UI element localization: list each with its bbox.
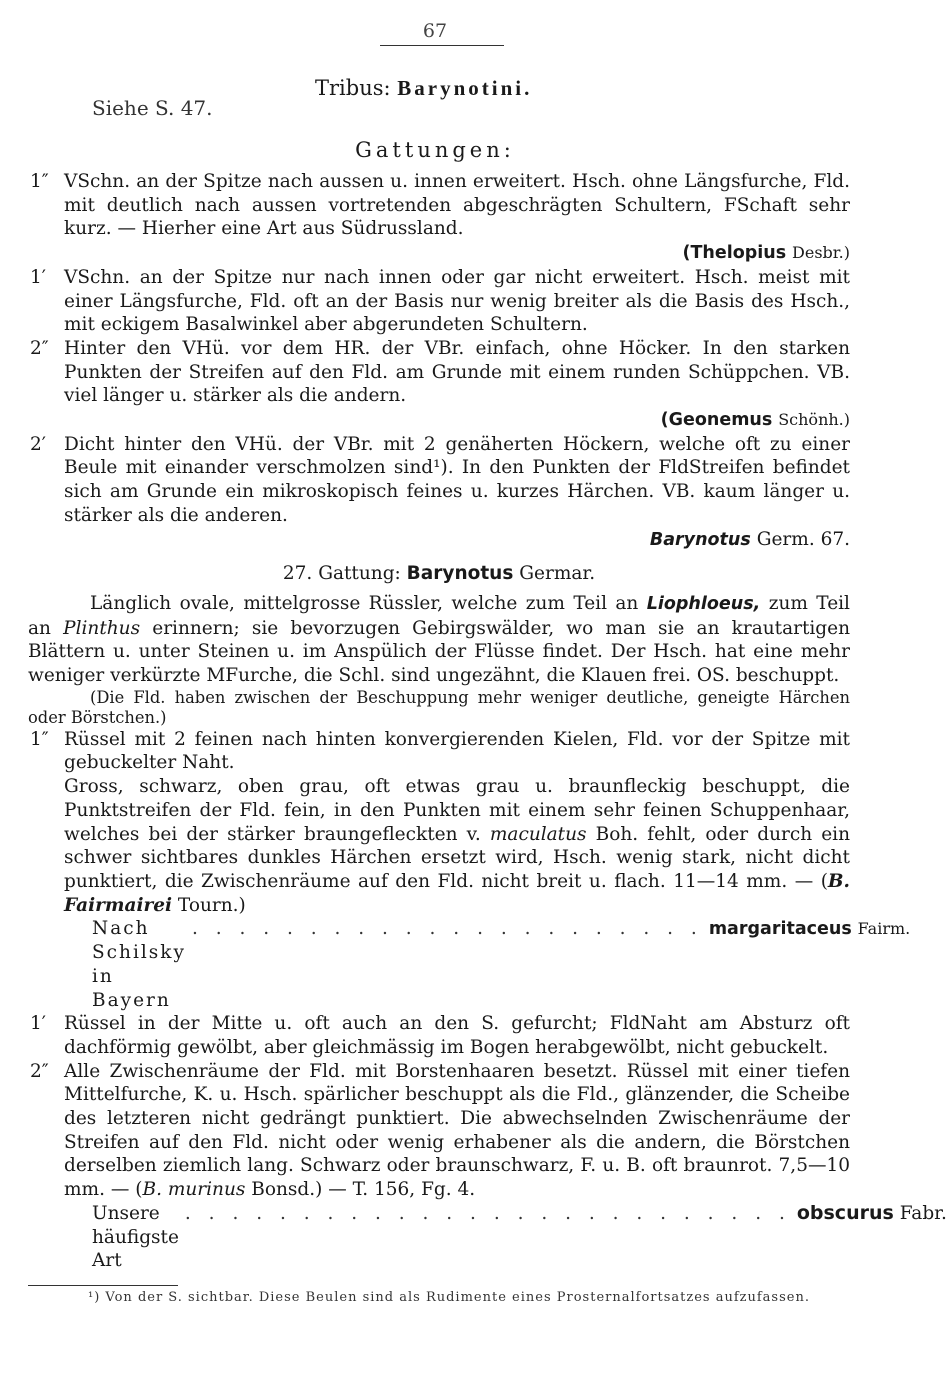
dot-leader: . . . . . . . . . . . . . . . . . . . . . . . . . . [184, 1202, 791, 1224]
locality-text: Unsere häufigste Art [92, 1202, 179, 1272]
gattung-prefix: 27. Gattung: [282, 563, 401, 585]
key-entry [28, 1012, 850, 1059]
tribus-label: Tribus: [315, 76, 391, 100]
species-description [28, 775, 850, 917]
key-entry [28, 337, 850, 433]
genus-name: (Thelopius [682, 243, 787, 264]
key-text: Hinter den VHü. vor dem HR. der VBr. einfach, ohne Höcker. In den starken Punkten der Streifen auf den Fld. am Grunde mit einem runden Schüppchen. VB. viel länger u. stärker als die andern. [64, 337, 850, 407]
footnote: ¹) Von der S. sichtbar. Diese Beulen sind als Rudimente eines Prosternalfortsatzes aufzufassen. [88, 1289, 810, 1305]
key-number: 1′ [30, 266, 46, 288]
variety-name: maculatus [489, 823, 587, 845]
synonym-reference: Bonsd.) — T. 156, Fg. 4. [251, 1179, 476, 1201]
genus-reference: Plinthus [63, 617, 141, 639]
species-name: margaritaceus [708, 919, 852, 940]
genus-line [64, 241, 850, 266]
body-text [28, 170, 947, 1306]
footnote-rule [28, 1285, 178, 1286]
genus-author: Desbr.) [792, 243, 850, 263]
key-text: Alle Zwischenräume der Fld. mit Borstenhaaren besetzt. Rüssel mit einer tiefen Mittelfurche, K. u. Hsch. spärlicher beschuppt als die Fld., glänzender, die Scheibe des letzteren nicht gedrängt punktiert. Die abwechselnden Zwischenräume der Streifen auf den Fld. nicht oder wenig erhabener als die andern, die Börstchen derselben ziemlich lang. Schwarz oder braunschwarz, F. u. B. oft braunrot. 7,5—10 mm. — [64, 1060, 850, 1201]
synonym-name: B. Fairmairei [64, 870, 850, 916]
key-text: VSchn. an der Spitze nur nach innen oder gar nicht erweitert. Hsch. meist mit einer Längsfurche, Fld. oft an der Basis nur wenig breiter als die Basis des Hsch., mit eckigem Basalwinkel aber abgerundeten Schultern. [64, 266, 850, 336]
cross-reference: Siehe S. 47. [92, 96, 213, 120]
gattungen-heading: Gattungen: [355, 138, 515, 162]
species-line [28, 917, 911, 1012]
genus-author: Germ. 67. [756, 528, 850, 550]
key-number: 1″ [30, 728, 49, 750]
page-number: 67 [422, 20, 448, 42]
page-number-rule [380, 45, 504, 46]
key-number: 1″ [30, 171, 49, 192]
key-entry [28, 1060, 850, 1202]
genus-line [64, 408, 850, 433]
synonym-paren: ( [135, 1179, 143, 1201]
key-entry [28, 728, 850, 775]
key-text: Rüssel mit 2 feinen nach hinten konvergierenden Kielen, Fld. vor der Spitze mit gebuckelter Naht. [64, 728, 850, 774]
gattung-name: Barynotus [406, 563, 514, 585]
key-number: 2′ [30, 433, 46, 455]
intro-text: erinnern; sie bevorzugen Gebirgswälder, wo man sie an krautartigen Blättern u. unter Steinen u. im Anspülich der Flüsse findet. Der Hsch. hat eine mehr weniger verkürzte MFurche, die Schl. sind ungezähnt, die Klauen frei. OS. beschuppt. [28, 617, 851, 687]
key-text: Rüssel in der Mitte u. oft auch an den S. gefurcht; FldNaht am Absturz oft dachförmig gewölbt, aber gleichmässig im Bogen herabgewölbt, nicht gebuckelt. [64, 1013, 850, 1058]
key-entry [28, 170, 850, 266]
dot-leader: . . . . . . . . . . . . . . . . . . . . . . [191, 918, 703, 940]
key-text: Dicht hinter den VHü. der VBr. mit 2 genäherten Höckern, welche oft zu einer Beule mit einander verschmolzen sind¹). In den Punkten der FldStreifen befindet sich am Grunde ein mikroskopisch feines u. kurzes Härchen. VB. kaum länger u. stärker als die anderen. [64, 433, 850, 526]
key-number: 2″ [30, 1060, 49, 1082]
intro-paragraph [28, 592, 850, 688]
genus-name: (Geonemus [660, 410, 773, 431]
synonym-author: Tourn.) [177, 894, 246, 916]
genus-reference: Liophloeus, [646, 593, 761, 614]
key-number: 1′ [30, 1013, 46, 1035]
key-number: 2″ [30, 337, 49, 359]
description-text: Boh. fehlt, oder durch ein schwer sichtbares dunkles Härchen ersetzt wird, Hsch. wenig stark, nicht dicht punktiert, die Zwischenräume auf den Fld. nicht breit u. flach. 11—14 mm. — ( [64, 823, 851, 892]
species-line [28, 1201, 947, 1273]
synonym-name: B. murinus [142, 1179, 246, 1201]
species-name: obscurus [796, 1201, 894, 1224]
species-author: Fabr. [899, 1202, 947, 1224]
tribus-heading [315, 76, 532, 101]
tribus-name: Barynotini. [397, 76, 533, 100]
gattung-author: Germar. [519, 563, 596, 585]
species-name-group [797, 1202, 947, 1226]
genus-line [64, 528, 850, 553]
key-entry [28, 266, 850, 337]
description-text: Gross, schwarz, oben grau, oft etwas grau u. braunfleckig beschuppt, die Punktstreifen der Fld. fein, in den Punkten mit einem sehr feinen Schuppenhaar, welches bei der stärker braungefleckten v. [64, 776, 850, 845]
species-name-group [709, 917, 910, 942]
locality-text: Nach Schilsky in Bayern [92, 918, 186, 1011]
intro-text: zum Teil an [28, 592, 850, 639]
genus-name: Barynotus [649, 529, 751, 550]
key-text: VSchn. an der Spitze nach aussen u. innen erweitert. Hsch. ohne Längsfurche, Fld. mit deutlich nach aussen vortretenden abgeschrägten Schultern, FSchaft sehr kurz. — Hierher eine Art aus Südrussland. [64, 171, 850, 240]
key-entry [28, 433, 850, 553]
genus-author: Schönh.) [778, 410, 850, 430]
intro-note: (Die Fld. haben zwischen der Beschuppung mehr weniger deutliche, geneigte Härchen oder Börstchen.) [28, 687, 850, 727]
intro-text: Länglich ovale, mittelgrosse Rüssler, welche zum Teil an [90, 592, 639, 614]
species-author: Fairm. [857, 919, 911, 939]
gattung-heading [28, 562, 850, 586]
